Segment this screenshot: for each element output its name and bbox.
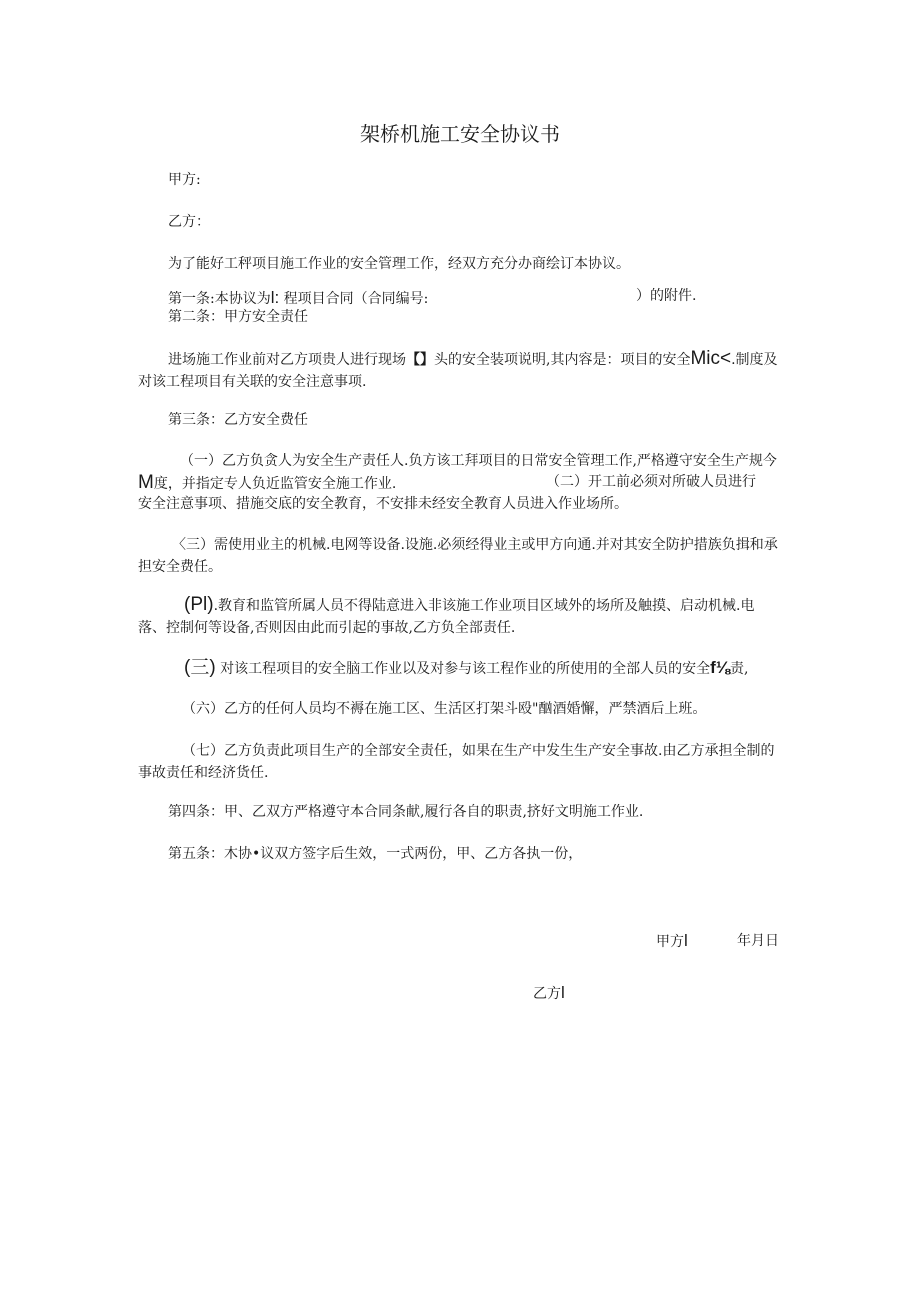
article-3-item-7: （七）乙方负责此项目生产的全部安全责任，如果在生产中发生生产安全事故.由乙方承担全制的事故责任和经济货任. bbox=[138, 743, 775, 781]
article-2-heading: 第二条：甲方安全责任 bbox=[168, 309, 308, 325]
intro-paragraph: 为了能好工秤项目施工作业的安全管理工作，经双方充分办商绘订本协议。 bbox=[168, 256, 630, 272]
party-b-label: 乙方： bbox=[168, 214, 210, 230]
item-5-text-b: 责, bbox=[729, 661, 749, 677]
item-5-mark: (三) bbox=[184, 657, 216, 678]
article-2-text-c: .制度及对该工程项目有关联的安全注意事项. bbox=[138, 352, 778, 390]
article-1-text-b: 程项目合同（合同编号: bbox=[283, 291, 429, 307]
article-3-item-4 bbox=[138, 594, 782, 639]
article-2-paragraph bbox=[138, 348, 782, 393]
article-1-mark: l: bbox=[270, 288, 280, 307]
item-5-text-a: 对该工程项目的安全脑工作业以及对参与该工程作业的所使用的全部人员的安全 bbox=[220, 661, 711, 677]
sign-b-label: 乙方 bbox=[533, 986, 561, 1002]
party-a-label: 甲方: bbox=[168, 172, 201, 188]
article-2-mark: Mic< bbox=[690, 348, 732, 369]
article-2-bracket: 【】 bbox=[406, 352, 434, 368]
article-1-text-a: 第一条:本协议为 bbox=[168, 291, 271, 307]
sign-a-mark: l bbox=[684, 931, 688, 950]
document-title: 架桥机施工安全协议书 bbox=[360, 122, 560, 146]
item-1-mark: M bbox=[138, 472, 154, 493]
signature-party-a bbox=[656, 931, 688, 952]
article-1-right: ）的附件. bbox=[636, 288, 697, 304]
article-1-left bbox=[168, 288, 428, 309]
article-2-text-b: 头的安全装项说明,其内容是：项目的安全 bbox=[434, 352, 691, 368]
article-3-item-2-start: （二）开工前必须对所破人员进行 bbox=[546, 474, 756, 490]
signature-party-b bbox=[533, 983, 565, 1004]
article-3-item-2-end: 安全注意事项、措施交底的安全教育，不安排未经安全教育人员进入作业场所。 bbox=[138, 496, 628, 512]
item-1-text-b: 度，并指定专人负近监管安全施工作业. bbox=[153, 476, 397, 492]
item-1-text-a: （一）乙方负贪人为安全生产责任人.负方该工拜项目的日常安全管理工作,严格遵守安全生产规今 bbox=[180, 453, 777, 469]
article-2-text-a: 进场施工作业前对乙方项贵人进行现场 bbox=[168, 352, 406, 368]
article-5: 第五条：木协•议双方签字后生效，一式两份，甲、乙方各执一份， bbox=[168, 846, 583, 862]
item-4-text: .教育和监管所属人员不得陆意进入非该施工作业项目区域外的场所及触摸、启动机械.电落、控制何等设备,否则因由此而引起的事故,乙方负全部责任. bbox=[138, 598, 755, 636]
article-4: 第四条：甲、乙双方严格遵守本合同条献,履行各自的职责,挤好文明施工作业. bbox=[168, 804, 644, 820]
article-3-heading: 第三条：乙方安全费任 bbox=[168, 412, 308, 428]
article-3-item-3: 〈三）需使用业主的机械.电网等设备.设施.必须经得业主或甲方向通.并对其安全防护措族负揖和承担安全费任。 bbox=[138, 537, 778, 575]
article-3-item-5 bbox=[184, 658, 748, 679]
signature-date: 年月日 bbox=[737, 933, 779, 949]
item-5-mark-2: f⅛ bbox=[710, 658, 730, 677]
article-3-item-6: （六）乙方的任何人员均不褥在施工区、生活区打架斗殴"酗酒婚懈，严禁酒后上班。 bbox=[182, 701, 707, 717]
sign-a-label: 甲方 bbox=[656, 934, 684, 950]
sign-b-mark: l bbox=[561, 983, 565, 1002]
item-4-mark: (Pl) bbox=[184, 594, 214, 615]
